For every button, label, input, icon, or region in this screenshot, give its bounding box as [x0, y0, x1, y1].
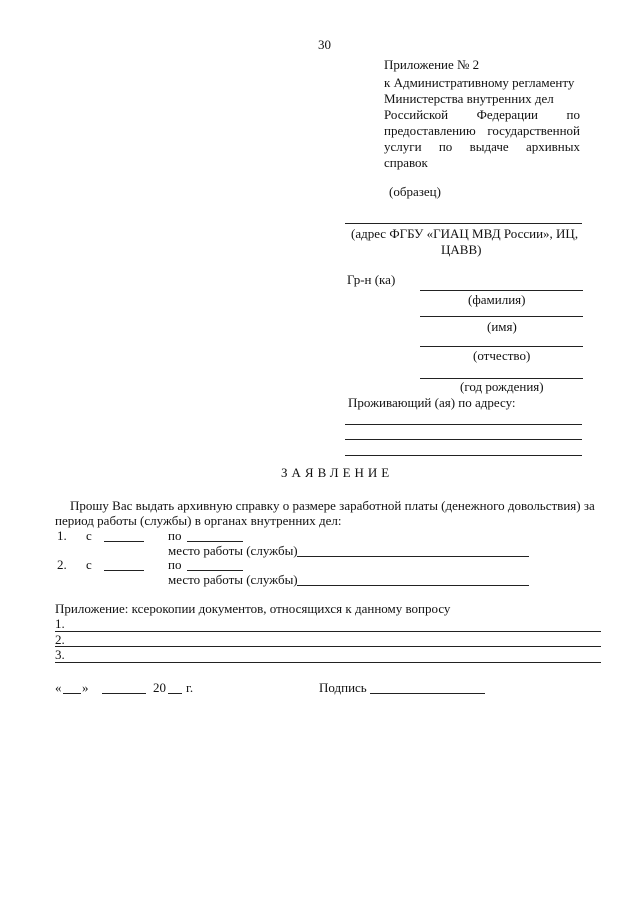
period-to-line: [187, 541, 243, 542]
residence-line: [345, 455, 582, 456]
appendix-line-text: услуги по выдаче архивных: [384, 139, 580, 154]
workplace-label: место работы (службы): [168, 543, 298, 558]
appendix-line: [384, 139, 580, 155]
recipient-address-caption: (адрес ФГБУ «ГИАЦ МВД России», ИЦ,: [351, 226, 579, 241]
attachment-line: [55, 662, 601, 663]
name-caption: (имя): [487, 319, 517, 334]
period-from-line: [104, 541, 144, 542]
statement-heading: ЗАЯВЛЕНИЕ: [281, 465, 394, 480]
sample-label: (образец): [389, 184, 441, 199]
date-year-suffix: г.: [186, 680, 194, 695]
period-to-line: [187, 570, 243, 571]
date-day-line: [63, 693, 81, 694]
surname-line: [420, 290, 583, 291]
signature-line: [370, 693, 485, 694]
address-line: [345, 223, 582, 224]
appendix-line: Министерства внутренних дел: [384, 91, 554, 106]
residence-line: [345, 424, 582, 425]
appendix-line-text: Российской Федерации по: [384, 107, 580, 122]
birth-year-caption: (год рождения): [460, 379, 544, 394]
date-year-prefix: 20: [153, 680, 166, 695]
attachment-label: Приложение: ксерокопии документов, относящихся к данному вопросу: [55, 601, 451, 616]
appendix-line: к Административному регламенту: [384, 75, 575, 90]
period-from-label: с: [86, 528, 92, 543]
appendix-line: справок: [384, 155, 428, 170]
workplace-label: место работы (службы): [168, 572, 298, 587]
period-number: 1.: [57, 528, 67, 543]
period-number: 2.: [57, 557, 67, 572]
patronymic-caption: (отчество): [473, 348, 531, 363]
date-year-line: [168, 693, 182, 694]
attachment-line: [55, 631, 601, 632]
workplace-line: [297, 585, 529, 586]
appendix-line: [384, 107, 580, 123]
residence-label: Проживающий (ая) по адресу:: [348, 395, 516, 410]
period-from-line: [104, 570, 144, 571]
appendix-title: Приложение № 2: [384, 57, 480, 72]
period-to-label: по: [168, 557, 182, 572]
name-line: [420, 316, 583, 317]
appendix-line: [384, 123, 580, 139]
workplace-line: [297, 556, 529, 557]
patronymic-line: [420, 346, 583, 347]
date-quote-open: «: [55, 680, 62, 695]
attachment-item-number: 2.: [55, 632, 65, 647]
appendix-line-text: предоставлению государственной: [384, 123, 580, 138]
period-to-label: по: [168, 528, 182, 543]
residence-line: [345, 439, 582, 440]
attachment-item-number: 3.: [55, 647, 65, 662]
period-from-label: с: [86, 557, 92, 572]
surname-caption: (фамилия): [468, 292, 526, 307]
attachment-item-number: 1.: [55, 616, 65, 631]
date-month-line: [102, 693, 146, 694]
recipient-address-caption: ЦАВВ): [441, 242, 482, 257]
statement-body-line: Прошу Вас выдать архивную справку о размере заработной платы (денежного довольствия) за: [70, 498, 595, 513]
statement-body-line: период работы (службы) в органах внутренних дел:: [55, 513, 342, 528]
signature-label: Подпись: [319, 680, 367, 695]
attachment-line: [55, 646, 601, 647]
page-number: 30: [318, 37, 331, 52]
date-quote-close: »: [82, 680, 89, 695]
applicant-prefix: Гр-н (ка): [347, 272, 396, 287]
